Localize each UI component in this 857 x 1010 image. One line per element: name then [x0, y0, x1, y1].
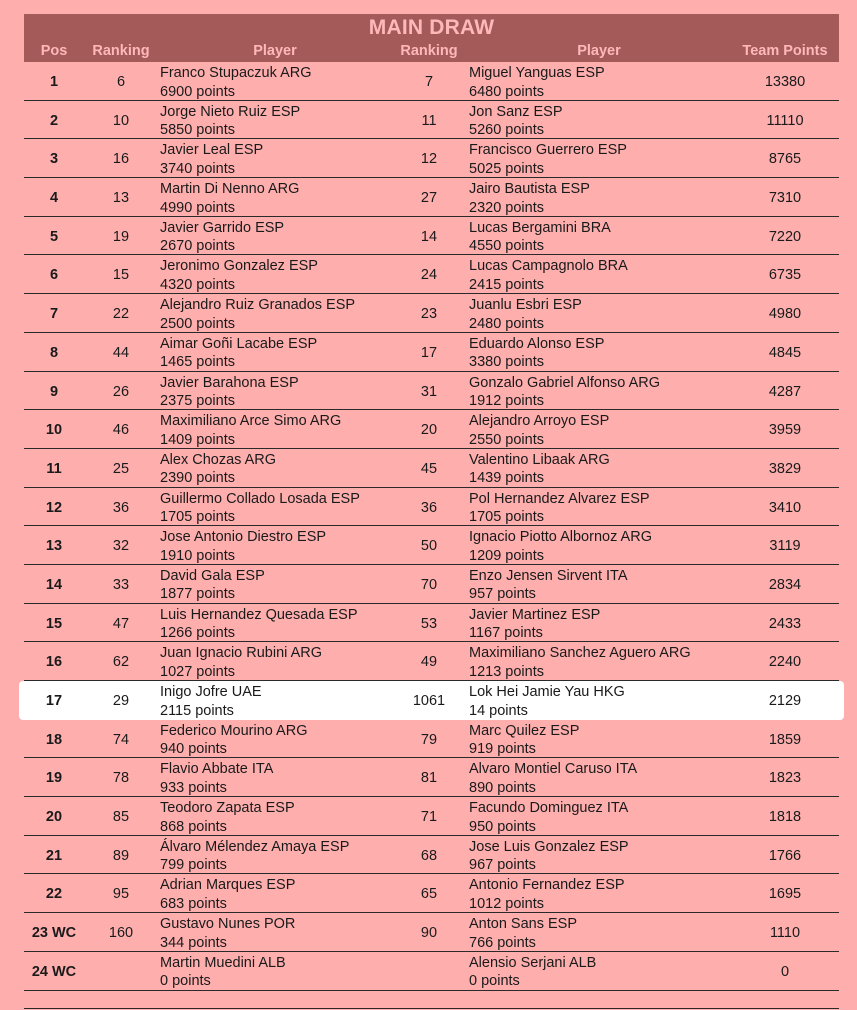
player-2-cell	[469, 219, 739, 256]
position-cell: 23 WC	[31, 925, 77, 942]
player-1-points: 1877 points	[160, 586, 235, 603]
player-1-points: 2115 points	[160, 702, 234, 719]
player-1-name: Javier Garrido ESP	[160, 219, 285, 236]
header-pos: Pos	[40, 43, 68, 59]
player-1-name: Maximiliano Arce Simo ARG	[160, 413, 342, 430]
player-2-points: 1439 points	[469, 470, 544, 487]
player-2-points: 1213 points	[469, 663, 544, 680]
position-cell: 16	[45, 654, 63, 671]
player-2-cell	[469, 296, 739, 333]
team-points-cell: 0	[780, 963, 790, 980]
player-1-points: 6900 points	[160, 83, 235, 100]
player-1-points: 933 points	[160, 779, 227, 796]
player-2-cell	[469, 760, 739, 797]
ranking-1-cell: 19	[112, 228, 130, 245]
player-1-points: 5850 points	[160, 122, 235, 139]
ranking-2-cell: 17	[420, 344, 438, 361]
ranking-1-cell: 15	[112, 267, 130, 284]
table-row	[24, 565, 839, 604]
position-cell: 8	[49, 344, 59, 361]
ranking-2-cell: 14	[420, 228, 438, 245]
team-points-cell: 3410	[768, 499, 802, 516]
player-2-name: Enzo Jensen Sirvent ITA	[469, 567, 628, 584]
page-title: MAIN DRAW	[368, 16, 495, 39]
player-1-name: Jorge Nieto Ruiz ESP	[160, 103, 301, 120]
player-1-name: Federico Mourino ARG	[160, 722, 308, 739]
table-row-highlighted	[19, 681, 844, 720]
player-2-cell	[469, 335, 739, 372]
position-cell: 20	[45, 809, 63, 826]
team-points-cell: 1818	[768, 809, 802, 826]
team-points-cell: 2834	[768, 576, 802, 593]
player-2-points: 957 points	[469, 586, 536, 603]
ranking-2-cell: 31	[420, 383, 438, 400]
player-2-cell	[469, 141, 739, 178]
ranking-1-cell: 22	[112, 306, 130, 323]
ranking-1-cell: 74	[112, 731, 130, 748]
ranking-1-cell: 47	[112, 615, 130, 632]
table-row	[24, 255, 839, 294]
ranking-2-cell: 36	[420, 499, 438, 516]
ranking-1-cell: 36	[112, 499, 130, 516]
player-2-cell	[469, 644, 739, 681]
player-2-points: 890 points	[469, 779, 536, 796]
position-cell: 22	[45, 886, 63, 903]
ranking-1-cell: 6	[116, 74, 126, 90]
ranking-2-cell: 11	[421, 112, 437, 129]
position-cell: 12	[45, 499, 63, 516]
ranking-2-cell: 70	[420, 576, 438, 593]
player-1-name: Juan Ignacio Rubini ARG	[160, 645, 323, 662]
team-points-cell: 13380	[764, 74, 806, 90]
player-2-points: 2415 points	[469, 276, 544, 293]
player-1-points: 1266 points	[160, 625, 235, 642]
ranking-2-cell: 71	[420, 809, 438, 826]
position-cell: 19	[45, 770, 63, 787]
player-1-points: 940 points	[160, 741, 227, 758]
player-1-name: Adrian Marques ESP	[160, 877, 296, 894]
ranking-2-cell: 68	[420, 847, 438, 864]
player-1-points: 4320 points	[160, 276, 235, 293]
player-1-name: Javier Leal ESP	[160, 142, 264, 159]
player-2-cell	[469, 606, 739, 643]
table-row	[24, 642, 839, 681]
player-1-name: Franco Stupaczuk ARG	[160, 65, 312, 81]
position-cell: 1	[49, 74, 59, 90]
ranking-1-cell: 16	[112, 151, 130, 168]
player-2-name: Miguel Yanguas ESP	[469, 65, 605, 81]
player-2-points: 1209 points	[469, 547, 544, 564]
table-row	[24, 217, 839, 256]
position-cell: 2	[49, 112, 59, 129]
player-2-cell	[469, 374, 739, 411]
player-2-cell	[469, 876, 739, 913]
team-points-cell: 2129	[768, 693, 802, 709]
ranking-1-cell: 32	[112, 538, 130, 555]
player-1-cell	[160, 374, 400, 411]
table-row	[24, 449, 839, 488]
player-1-points: 1705 points	[160, 509, 235, 526]
player-1-cell	[160, 257, 400, 294]
player-2-cell	[469, 915, 739, 952]
player-2-name: Alejandro Arroyo ESP	[469, 413, 610, 430]
player-1-points: 2500 points	[160, 315, 235, 332]
player-2-cell	[469, 799, 739, 836]
player-2-cell	[469, 567, 739, 604]
player-1-name: Jose Antonio Diestro ESP	[160, 529, 327, 546]
player-2-name: Maximiliano Sanchez Aguero ARG	[469, 645, 691, 662]
player-1-cell	[160, 141, 400, 178]
player-2-name: Alvaro Montiel Caruso ITA	[469, 761, 638, 778]
player-2-points: 5260 points	[469, 122, 544, 139]
player-1-points: 1027 points	[160, 663, 235, 680]
player-2-points: 1912 points	[469, 393, 544, 409]
player-2-name: Juanlu Esbri ESP	[469, 297, 582, 314]
team-points-cell: 3959	[768, 422, 802, 439]
ranking-2-cell: 79	[420, 731, 438, 748]
header-ranking-2: Ranking	[400, 43, 458, 59]
player-1-cell	[160, 490, 400, 527]
team-points-cell: 1859	[768, 731, 802, 748]
position-cell: 18	[45, 731, 63, 748]
player-1-cell	[160, 103, 400, 140]
header-ranking-1: Ranking	[92, 43, 150, 59]
header-player-1: Player	[253, 43, 297, 59]
player-1-name: Luis Hernandez Quesada ESP	[160, 606, 358, 623]
player-1-name: David Gala ESP	[160, 567, 265, 584]
player-1-cell	[160, 335, 400, 372]
player-1-cell	[160, 606, 400, 643]
position-cell: 5	[49, 228, 59, 245]
table-row	[24, 526, 839, 565]
player-1-cell	[160, 722, 400, 759]
player-1-name: Martin Muedini ALB	[160, 954, 286, 971]
player-1-name: Álvaro Mélendez Amaya ESP	[160, 838, 350, 855]
bottom-divider	[24, 1008, 839, 1009]
player-1-points: 2390 points	[160, 470, 235, 487]
team-points-cell: 2433	[768, 615, 802, 632]
player-2-cell	[469, 451, 739, 488]
player-1-cell	[160, 760, 400, 797]
team-points-cell: 1823	[768, 770, 802, 787]
table-row	[24, 758, 839, 797]
player-2-points: 2480 points	[469, 315, 544, 332]
player-1-cell	[160, 838, 400, 875]
ranking-2-cell: 50	[420, 538, 438, 555]
player-2-cell	[469, 683, 739, 720]
position-cell: 21	[45, 847, 63, 864]
table-row	[24, 333, 839, 372]
player-2-name: Valentino Libaak ARG	[469, 451, 610, 468]
player-2-points: 2550 points	[469, 431, 544, 448]
player-2-cell	[469, 528, 739, 565]
ranking-1-cell: 85	[112, 809, 130, 826]
player-2-name: Pol Hernandez Alvarez ESP	[469, 490, 650, 507]
player-2-points: 4550 points	[469, 238, 544, 255]
ranking-2-cell: 45	[420, 460, 438, 477]
player-1-points: 344 points	[160, 934, 227, 951]
player-2-name: Jose Luis Gonzalez ESP	[469, 838, 629, 855]
table-row	[24, 101, 839, 140]
team-points-cell: 4980	[768, 306, 802, 323]
player-1-name: Alex Chozas ARG	[160, 451, 277, 468]
table-row	[24, 62, 839, 101]
team-points-cell: 1766	[768, 847, 802, 864]
player-1-name: Javier Barahona ESP	[160, 374, 299, 391]
team-points-cell: 1695	[768, 886, 802, 903]
player-1-points: 1465 points	[160, 354, 235, 371]
team-points-cell: 4287	[768, 383, 802, 400]
player-2-name: Facundo Dominguez ITA	[469, 800, 629, 817]
player-1-name: Inigo Jofre UAE	[160, 684, 262, 700]
position-cell: 7	[49, 306, 59, 323]
team-points-cell: 1110	[769, 925, 801, 942]
team-points-cell: 4845	[768, 344, 802, 361]
player-2-points: 1705 points	[469, 509, 544, 526]
team-points-cell: 2240	[768, 654, 802, 671]
table-row	[24, 488, 839, 527]
table-row	[24, 797, 839, 836]
player-1-cell	[160, 915, 400, 952]
player-1-cell	[160, 528, 400, 565]
table-row	[24, 952, 839, 991]
ranking-2-cell: 12	[420, 151, 438, 168]
ranking-2-cell: 27	[420, 190, 438, 207]
player-1-points: 3740 points	[160, 160, 235, 177]
player-2-name: Lok Hei Jamie Yau HKG	[469, 684, 625, 700]
position-cell: 14	[45, 576, 63, 593]
player-1-cell	[160, 64, 400, 101]
player-1-cell	[160, 644, 400, 681]
ranking-1-cell: 160	[108, 925, 134, 942]
team-points-cell: 6735	[768, 267, 802, 284]
player-1-points: 2670 points	[160, 238, 235, 255]
position-cell: 4	[49, 190, 59, 207]
player-2-name: Francisco Guerrero ESP	[469, 142, 627, 159]
ranking-2-cell: 23	[420, 306, 438, 323]
table-row	[24, 178, 839, 217]
player-1-name: Jeronimo Gonzalez ESP	[160, 258, 318, 275]
ranking-2-cell: 1061	[412, 693, 446, 709]
table-row	[24, 294, 839, 333]
ranking-1-cell: 13	[112, 190, 130, 207]
player-1-points: 2375 points	[160, 393, 235, 409]
player-1-name: Gustavo Nunes POR	[160, 916, 296, 933]
ranking-1-cell: 44	[112, 344, 130, 361]
table-header	[24, 14, 839, 62]
position-cell: 15	[45, 615, 63, 632]
player-2-name: Lucas Bergamini BRA	[469, 219, 611, 236]
ranking-1-cell: 46	[112, 422, 130, 439]
player-1-cell	[160, 876, 400, 913]
ranking-1-cell: 26	[112, 383, 130, 400]
player-1-cell	[160, 683, 400, 720]
ranking-1-cell: 95	[112, 886, 130, 903]
player-2-name: Lucas Campagnolo BRA	[469, 258, 628, 275]
player-2-points: 3380 points	[469, 354, 544, 371]
ranking-2-cell: 53	[420, 615, 438, 632]
player-1-cell	[160, 180, 400, 217]
player-2-name: Eduardo Alonso ESP	[469, 335, 605, 352]
player-2-cell	[469, 257, 739, 294]
player-1-name: Aimar Goñi Lacabe ESP	[160, 335, 318, 352]
player-1-points: 1409 points	[160, 431, 235, 448]
ranking-1-cell: 25	[112, 460, 130, 477]
player-1-cell	[160, 219, 400, 256]
player-2-points: 1167 points	[469, 625, 543, 642]
player-1-points: 4990 points	[160, 199, 235, 216]
player-2-points: 766 points	[469, 934, 536, 951]
table-row	[24, 139, 839, 178]
team-points-cell: 7220	[768, 228, 802, 245]
ranking-1-cell: 10	[112, 112, 130, 129]
ranking-2-cell: 81	[420, 770, 438, 787]
player-1-name: Martin Di Nenno ARG	[160, 181, 300, 198]
player-2-points: 950 points	[469, 818, 536, 835]
player-1-cell	[160, 412, 400, 449]
player-2-cell	[469, 64, 739, 101]
player-2-points: 6480 points	[469, 83, 544, 100]
table-row	[24, 410, 839, 449]
position-cell: 11	[46, 460, 62, 477]
player-1-name: Guillermo Collado Losada ESP	[160, 490, 360, 507]
player-2-name: Marc Quilez ESP	[469, 722, 580, 739]
player-1-name: Alejandro Ruiz Granados ESP	[160, 297, 356, 314]
position-cell: 6	[49, 267, 59, 284]
player-2-points: 1012 points	[469, 895, 544, 912]
player-1-cell	[160, 451, 400, 488]
table-row	[24, 372, 839, 411]
table-row	[24, 836, 839, 875]
player-1-name: Teodoro Zapata ESP	[160, 800, 295, 817]
team-points-cell: 3119	[769, 538, 801, 555]
ranking-1-cell: 29	[112, 693, 130, 709]
table-row	[24, 604, 839, 643]
player-2-points: 2320 points	[469, 199, 544, 216]
team-points-cell: 7310	[768, 190, 802, 207]
position-cell: 13	[45, 538, 63, 555]
player-1-cell	[160, 799, 400, 836]
player-2-points: 967 points	[469, 857, 536, 874]
player-1-points: 799 points	[160, 857, 227, 874]
team-points-cell: 8765	[768, 151, 802, 168]
player-2-name: Ignacio Piotto Albornoz ARG	[469, 529, 652, 546]
player-2-cell	[469, 103, 739, 140]
ranking-2-cell: 24	[420, 267, 438, 284]
ranking-2-cell: 65	[420, 886, 438, 903]
player-2-name: Gonzalo Gabriel Alfonso ARG	[469, 374, 661, 391]
position-cell: 9	[49, 383, 59, 400]
ranking-1-cell: 33	[112, 576, 130, 593]
player-2-cell	[469, 180, 739, 217]
player-2-points: 0 points	[469, 973, 520, 990]
player-2-points: 5025 points	[469, 160, 544, 177]
table-row	[24, 720, 839, 759]
player-2-cell	[469, 838, 739, 875]
player-1-cell	[160, 296, 400, 333]
position-cell: 3	[49, 151, 59, 168]
player-1-points: 0 points	[160, 973, 211, 990]
ranking-1-cell: 62	[112, 654, 130, 671]
table-row	[24, 913, 839, 952]
position-cell: 24 WC	[31, 963, 77, 980]
ranking-1-cell: 78	[112, 770, 130, 787]
player-2-name: Anton Sans ESP	[469, 916, 578, 933]
player-2-name: Jon Sanz ESP	[469, 103, 563, 120]
position-cell: 10	[45, 422, 63, 439]
team-points-cell: 3829	[768, 460, 802, 477]
team-points-cell: 11110	[766, 112, 804, 129]
player-2-points: 14 points	[469, 702, 528, 719]
header-team-points: Team Points	[742, 43, 828, 59]
draw-table	[24, 62, 839, 991]
player-2-name: Alensio Serjani ALB	[469, 954, 597, 971]
player-2-cell	[469, 412, 739, 449]
player-2-name: Jairo Bautista ESP	[469, 181, 590, 198]
ranking-2-cell: 20	[420, 422, 438, 439]
player-2-name: Javier Martinez ESP	[469, 606, 601, 623]
header-player-2: Player	[577, 43, 621, 59]
table-row	[24, 874, 839, 913]
player-2-points: 919 points	[469, 741, 536, 758]
player-1-cell	[160, 954, 400, 991]
ranking-2-cell: 90	[420, 925, 438, 942]
player-2-cell	[469, 490, 739, 527]
player-2-name: Antonio Fernandez ESP	[469, 877, 625, 894]
player-2-cell	[469, 722, 739, 759]
ranking-2-cell: 7	[424, 74, 434, 90]
player-1-points: 683 points	[160, 895, 227, 912]
player-1-points: 1910 points	[160, 547, 235, 564]
ranking-2-cell: 49	[420, 654, 438, 671]
player-2-cell	[469, 954, 739, 991]
player-1-name: Flavio Abbate ITA	[160, 761, 274, 778]
player-1-cell	[160, 567, 400, 604]
player-1-points: 868 points	[160, 818, 227, 835]
ranking-1-cell: 89	[112, 847, 130, 864]
position-cell: 17	[45, 693, 63, 709]
